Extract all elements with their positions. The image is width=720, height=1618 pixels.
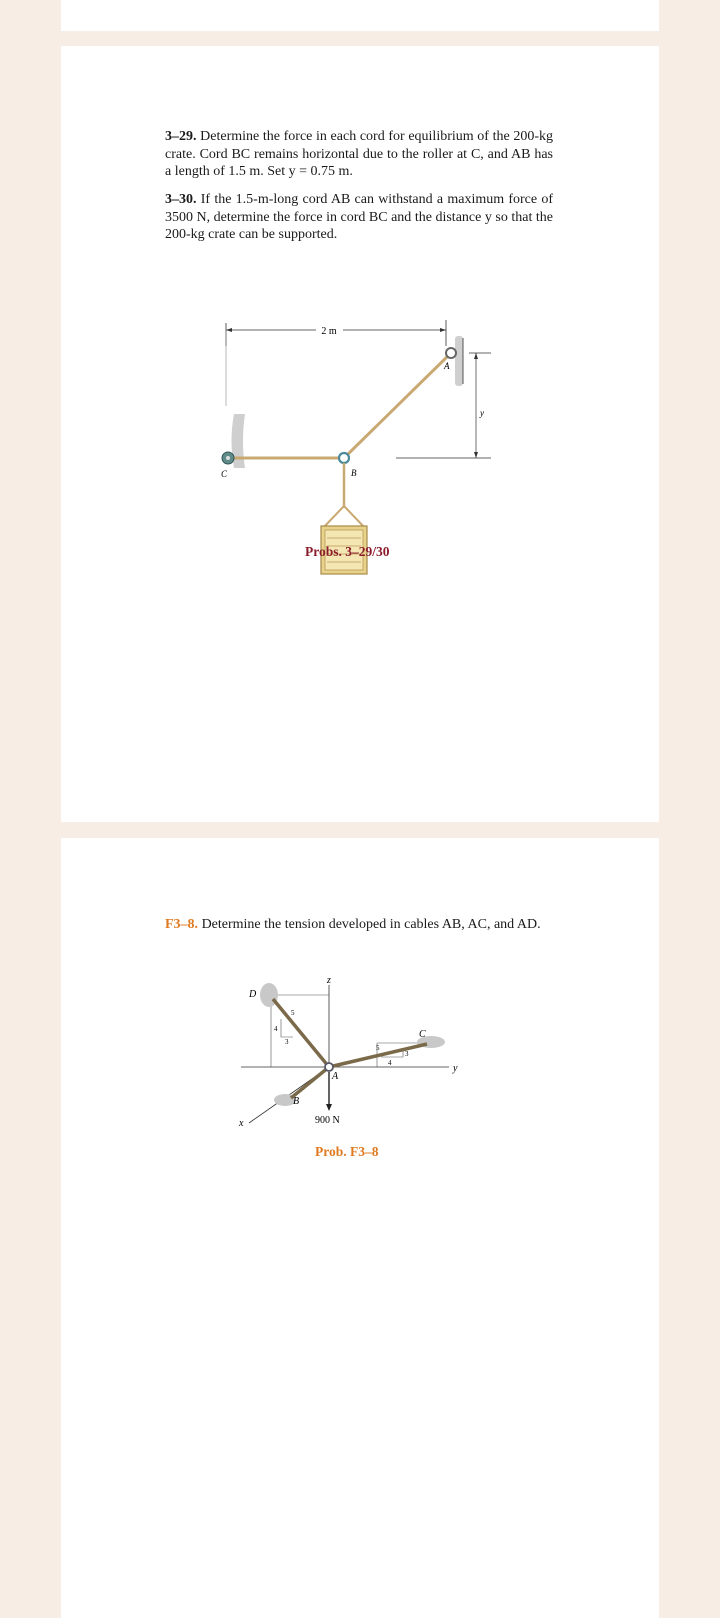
y-label: y <box>453 1063 458 1074</box>
right-wall <box>455 336 463 386</box>
problem-3-29 <box>165 128 553 181</box>
label-b: B <box>351 468 357 478</box>
figure-caption: Probs. 3–29/30 <box>305 544 390 559</box>
ring-a <box>325 1063 333 1071</box>
slope-d-4: 4 <box>274 1025 278 1033</box>
slope-c-5: 5 <box>376 1044 380 1052</box>
slope-d-3: 3 <box>285 1038 289 1046</box>
problem-number: 3–30. <box>165 192 197 207</box>
ring-a <box>446 348 456 358</box>
cable-3d-figure <box>231 973 491 1133</box>
problem-3-30 <box>165 191 553 244</box>
ring-b <box>339 453 349 463</box>
dimension-label: 2 m <box>321 326 337 337</box>
label-a: A <box>444 361 450 371</box>
cord-ab <box>344 353 451 458</box>
cable-ab <box>291 1067 329 1098</box>
figure-caption: Prob. F3–8 <box>315 1144 379 1159</box>
problem-text: If the 1.5-m-long cord AB can withstand a maximum force of 3500 N, determine the force in cord BC and the distance y so that the 200-kg crate can be supported. <box>165 192 554 242</box>
label-d: D <box>249 989 257 1000</box>
cable-ad <box>273 999 329 1067</box>
problem-number: 3–29. <box>165 129 197 144</box>
z-label: z <box>327 975 331 986</box>
label-c: C <box>221 469 228 479</box>
textbook-page-problem-f3-8 <box>61 838 659 1618</box>
problem-number: F3–8. <box>165 917 199 932</box>
label-c: C <box>419 1029 426 1040</box>
slope-c-3: 3 <box>405 1050 409 1058</box>
slope-d-5: 5 <box>291 1009 295 1017</box>
textbook-page-problems-3-29-30 <box>61 46 659 822</box>
previous-page-fragment <box>61 0 659 31</box>
slope-c-4: 4 <box>388 1059 392 1067</box>
problem-f3-8 <box>165 916 553 934</box>
label-a: A <box>332 1071 339 1082</box>
problem-text: Determine the tension developed in cables AB, AC, and AD. <box>201 917 541 932</box>
x-label: x <box>239 1118 244 1129</box>
y-label: y <box>480 408 484 418</box>
label-b: B <box>293 1096 300 1107</box>
problem-text: Determine the force in each cord for equilibrium of the 200-kg crate. Cord BC remains horizontal due to the roller at C, and AB has a length of 1.5 m. Set y = 0.75 m. <box>165 129 554 179</box>
load-label: 900 N <box>315 1115 340 1126</box>
